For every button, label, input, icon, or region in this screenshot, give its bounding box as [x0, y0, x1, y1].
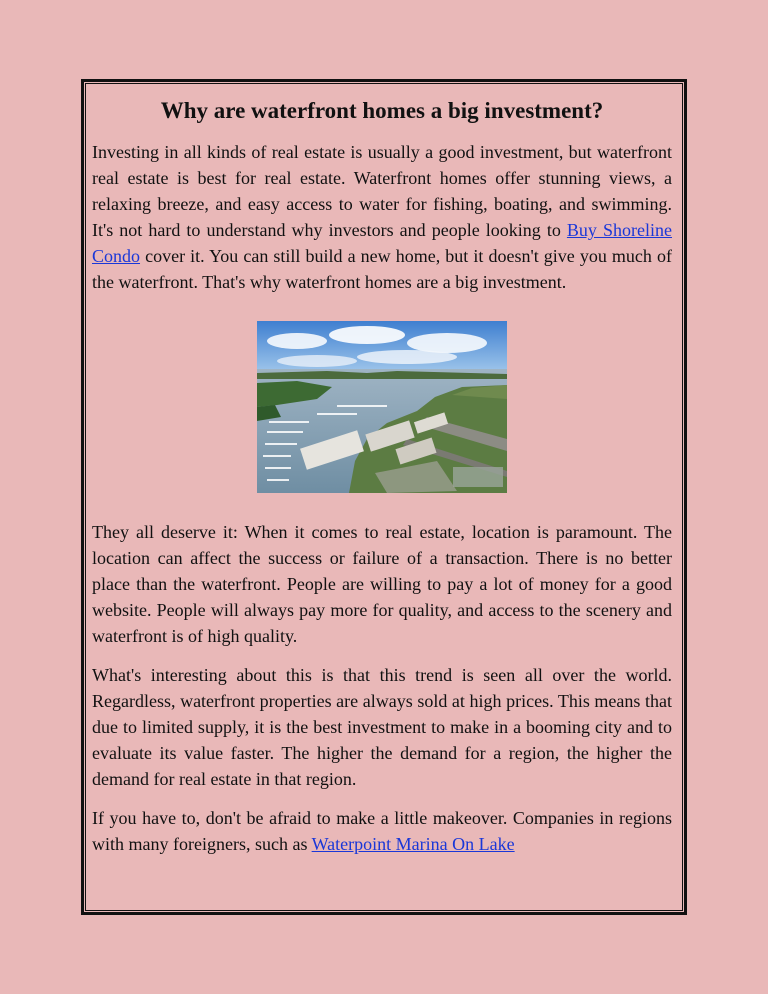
waterfront-aerial-photo	[257, 321, 507, 493]
document-content	[92, 96, 672, 906]
paragraph-makeover	[92, 805, 672, 857]
paragraph-location: They all deserve it: When it comes to real estate, location is paramount. The location can affect the success or failure of a transaction. There is no better place than the waterfront. People are willing to pay a lot of money for a good website. People will always pay more for quality, and access to the scenery and waterfront is of high quality.	[92, 522, 672, 646]
waterfront-aerial-image	[257, 321, 507, 493]
buy-shoreline-condo-link[interactable]: Buy Shoreline Condo	[92, 220, 672, 266]
document-title: Why are waterfront homes a big investment?	[160, 98, 604, 123]
paragraph-intro-text-end: cover it. You can still build a new home, but it doesn't give you much of the waterfront. That's why waterfront homes are a big investment.	[92, 246, 672, 292]
paragraph-trend: What's interesting about this is that this trend is seen all over the world. Regardless, waterfront properties are always sold at high prices. This means that due to limited supply, it is the best investment to make in a booming city and to evaluate its value faster. The higher the demand for a region, the higher the demand for real estate in that region.	[92, 665, 672, 789]
paragraph-makeover-text-start: If you have to, don't be afraid to make a little makeover. Companies in regions with many foreigners, such as	[92, 808, 672, 854]
paragraph-intro-text-start: Investing in all kinds of real estate is usually a good investment, but waterfront real estate is best for real estate. Waterfront homes offer stunning views, a relaxing breeze, and easy access to water for fishing, boating, and swimming. It's not hard to understand why investors and people looking to	[92, 142, 672, 240]
paragraph-intro	[92, 139, 672, 295]
waterpoint-marina-link[interactable]: Waterpoint Marina On Lake	[311, 834, 515, 854]
